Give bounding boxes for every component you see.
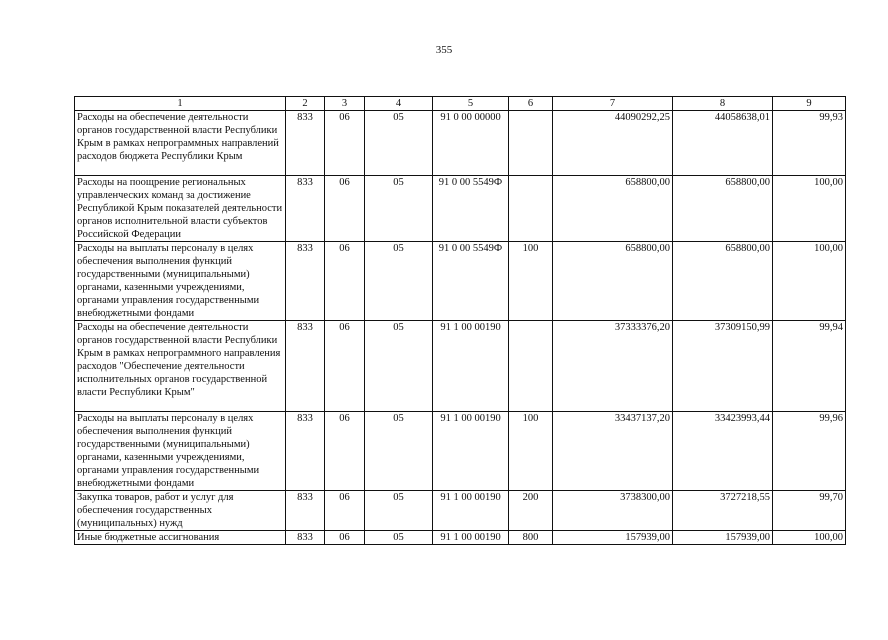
row-pct: 100,00 (773, 242, 846, 321)
row-pr: 05 (365, 242, 433, 321)
table-row (75, 412, 846, 491)
row-ved: 833 (286, 176, 325, 242)
column-header: 8 (673, 97, 773, 111)
row-plan: 44090292,25 (553, 111, 673, 176)
row-name: Закупка товаров, работ и услуг для обеспечения государственных (муниципальных) нужд (75, 491, 286, 531)
column-header: 7 (553, 97, 673, 111)
row-ved: 833 (286, 412, 325, 491)
row-plan: 33437137,20 (553, 412, 673, 491)
column-header: 9 (773, 97, 846, 111)
row-vr (509, 111, 553, 176)
table-row (75, 321, 846, 412)
row-pr: 05 (365, 491, 433, 531)
row-name: Расходы на поощрение региональных управленческих команд за достижение Республикой Крым показателей деятельности органов исполнительной власти субъектов Российской Федерации (75, 176, 286, 242)
row-csr: 91 1 00 00190 (433, 531, 509, 545)
row-csr: 91 0 00 5549Ф (433, 176, 509, 242)
table-row (75, 111, 846, 176)
row-name: Расходы на выплаты персоналу в целях обеспечения выполнения функций государственными (муниципальными) органами, казенными учреждениями, органами управления государственными внебюджетными фондами (75, 242, 286, 321)
row-rz: 06 (325, 412, 365, 491)
budget-table (74, 96, 846, 545)
row-vr (509, 321, 553, 412)
row-pr: 05 (365, 321, 433, 412)
row-pct: 100,00 (773, 176, 846, 242)
row-csr: 91 0 00 00000 (433, 111, 509, 176)
row-pr: 05 (365, 412, 433, 491)
row-plan: 3738300,00 (553, 491, 673, 531)
row-pct: 100,00 (773, 531, 846, 545)
row-vr: 800 (509, 531, 553, 545)
row-name: Расходы на выплаты персоналу в целях обеспечения выполнения функций государственными (муниципальными) органами, казенными учреждениями, органами управления государственными внебюджетными фондами (75, 412, 286, 491)
column-header: 5 (433, 97, 509, 111)
row-rz: 06 (325, 321, 365, 412)
row-rz: 06 (325, 242, 365, 321)
row-pct: 99,93 (773, 111, 846, 176)
table-row (75, 242, 846, 321)
row-fact: 44058638,01 (673, 111, 773, 176)
row-vr: 100 (509, 242, 553, 321)
column-header: 3 (325, 97, 365, 111)
page-number: 355 (435, 44, 453, 56)
column-header: 1 (75, 97, 286, 111)
row-csr: 91 1 00 00190 (433, 491, 509, 531)
row-rz: 06 (325, 176, 365, 242)
row-plan: 658800,00 (553, 176, 673, 242)
table-row (75, 491, 846, 531)
row-fact: 658800,00 (673, 242, 773, 321)
row-name: Расходы на обеспечение деятельности органов государственной власти Республики Крым в рамках непрограммного направления расходов "Обеспечение деятельности исполнительных органов государственной власти Республики Крым" (75, 321, 286, 412)
row-vr: 200 (509, 491, 553, 531)
row-fact: 3727218,55 (673, 491, 773, 531)
table-row (75, 531, 846, 545)
row-ved: 833 (286, 321, 325, 412)
row-pct: 99,96 (773, 412, 846, 491)
row-csr: 91 1 00 00190 (433, 321, 509, 412)
row-plan: 658800,00 (553, 242, 673, 321)
row-pct: 99,70 (773, 491, 846, 531)
row-ved: 833 (286, 242, 325, 321)
header-row (75, 97, 846, 111)
row-rz: 06 (325, 531, 365, 545)
row-pr: 05 (365, 111, 433, 176)
row-pr: 05 (365, 176, 433, 242)
row-pr: 05 (365, 531, 433, 545)
row-ved: 833 (286, 491, 325, 531)
row-vr (509, 176, 553, 242)
row-fact: 37309150,99 (673, 321, 773, 412)
row-fact: 658800,00 (673, 176, 773, 242)
row-plan: 157939,00 (553, 531, 673, 545)
row-csr: 91 1 00 00190 (433, 412, 509, 491)
column-header: 4 (365, 97, 433, 111)
table-row (75, 176, 846, 242)
row-rz: 06 (325, 491, 365, 531)
row-name: Расходы на обеспечение деятельности органов государственной власти Республики Крым в рамках непрограммных направлений расходов бюджета Республики Крым (75, 111, 286, 176)
row-fact: 157939,00 (673, 531, 773, 545)
row-ved: 833 (286, 111, 325, 176)
column-header: 6 (509, 97, 553, 111)
column-header: 2 (286, 97, 325, 111)
row-pct: 99,94 (773, 321, 846, 412)
row-csr: 91 0 00 5549Ф (433, 242, 509, 321)
row-fact: 33423993,44 (673, 412, 773, 491)
row-ved: 833 (286, 531, 325, 545)
row-vr: 100 (509, 412, 553, 491)
row-plan: 37333376,20 (553, 321, 673, 412)
row-name: Иные бюджетные ассигнования (75, 531, 286, 545)
row-rz: 06 (325, 111, 365, 176)
